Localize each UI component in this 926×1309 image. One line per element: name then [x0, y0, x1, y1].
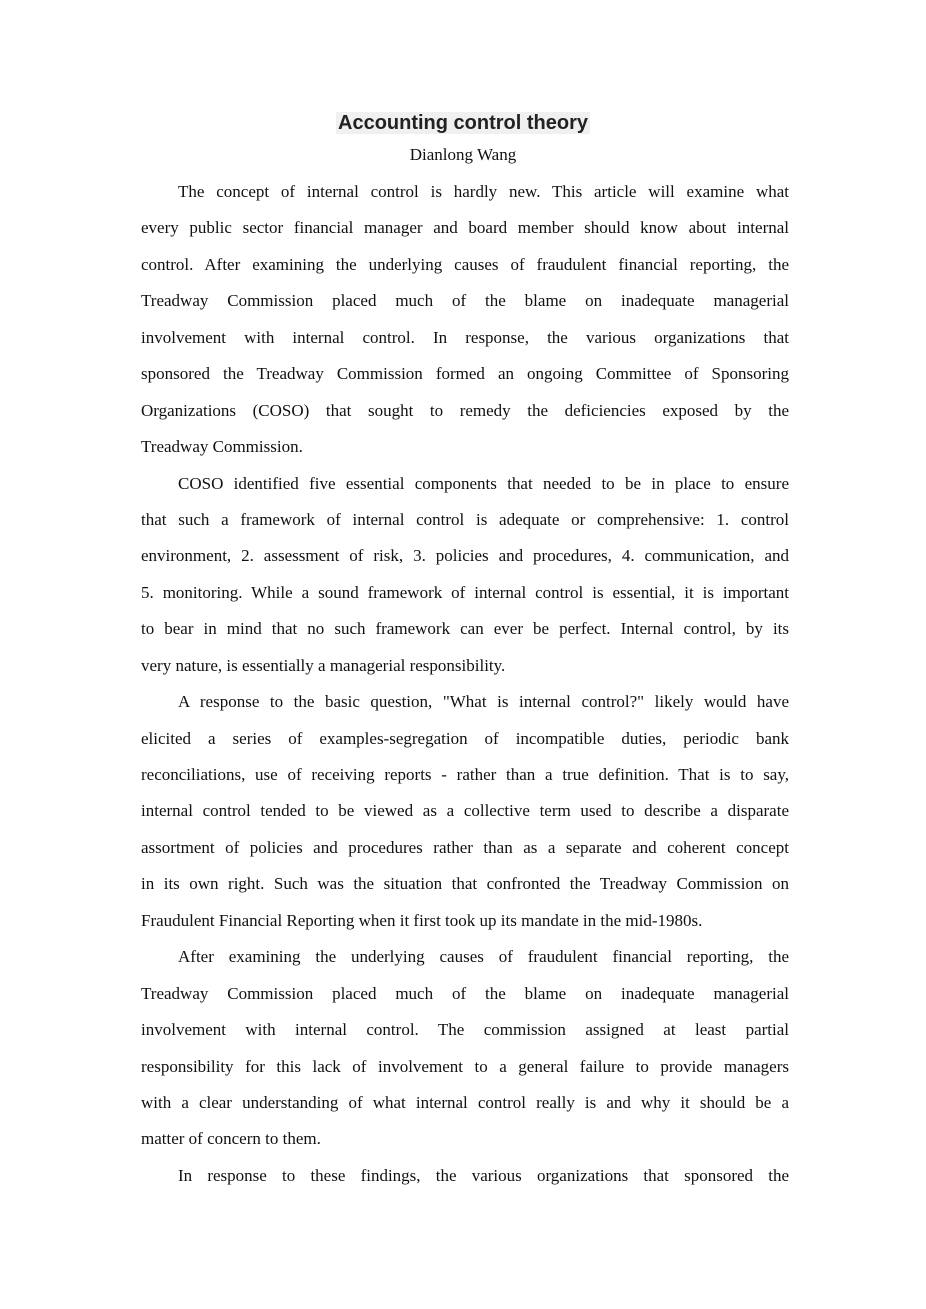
paragraph	[141, 179, 789, 471]
paragraph-line: A response to the basic question, "What is internal control?" likely would have	[178, 692, 789, 712]
paragraph-line: matter of concern to them.	[141, 1129, 321, 1149]
paragraph-line: to bear in mind that no such framework can ever be perfect. Internal control, by its	[141, 619, 789, 639]
paragraph-line: involvement with internal control. The commission assigned at least partial	[141, 1020, 789, 1040]
paragraph-line: The concept of internal control is hardly new. This article will examine what	[178, 182, 789, 201]
paragraph-line: involvement with internal control. In response, the various organizations that	[141, 327, 789, 347]
paragraph-line: Organizations (COSO) that sought to remedy the deficiencies exposed by the	[141, 400, 789, 420]
document-title	[0, 112, 926, 135]
paragraph-line: in its own right. Such was the situation that confronted the Treadway Commission on	[141, 874, 789, 894]
document-author: Dianlong Wang	[409, 145, 517, 164]
paragraph-line: with a clear understanding of what internal control really is and why it should be a	[141, 1092, 789, 1112]
paragraph-line: elicited a series of examples-segregation of incompatible duties, periodic bank	[141, 728, 789, 748]
paragraph-line: every public sector financial manager and board member should know about internal	[141, 218, 789, 238]
paragraph-line: Fraudulent Financial Reporting when it first took up its mandate in the mid-1980s.	[141, 910, 703, 930]
paragraph-line: internal control tended to be viewed as a collective term used to describe a disparate	[141, 801, 789, 821]
paragraph-line: 5. monitoring. While a sound framework of internal control is essential, it is important	[141, 582, 789, 602]
paragraph-line: responsibility for this lack of involvement to a general failure to provide managers	[141, 1056, 789, 1076]
paragraph-line: sponsored the Treadway Commission formed an ongoing Committee of Sponsoring	[141, 364, 789, 384]
paragraph-line: Treadway Commission.	[141, 437, 303, 457]
paragraph-line: that such a framework of internal control is adequate or comprehensive: 1. control	[141, 509, 789, 529]
paragraph	[141, 1163, 789, 1199]
paragraph-line: In response to these findings, the various organizations that sponsored the	[178, 1165, 789, 1185]
paragraph-line: very nature, is essentially a managerial responsibility.	[141, 655, 506, 675]
document-title-text: Accounting control theory	[338, 112, 588, 134]
paragraph-line: Treadway Commission placed much of the blame on inadequate managerial	[141, 291, 789, 311]
paragraph	[141, 944, 789, 1163]
paragraph-line: COSO identified five essential components that needed to be in place to ensure	[178, 473, 789, 493]
paragraph-line: control. After examining the underlying causes of fraudulent financial reporting, the	[141, 254, 789, 274]
paragraph-line: environment, 2. assessment of risk, 3. policies and procedures, 4. communication, and	[141, 546, 789, 566]
paragraph	[141, 471, 789, 690]
paragraph-line: After examining the underlying causes of fraudulent financial reporting, the	[178, 947, 789, 967]
paragraph	[141, 689, 789, 944]
document-body	[141, 179, 789, 1199]
paragraph-line: reconciliations, use of receiving reports - rather than a true definition. That is to say,	[141, 765, 789, 784]
paragraph-line: Treadway Commission placed much of the blame on inadequate managerial	[141, 983, 789, 1003]
paragraph-line: assortment of policies and procedures rather than as a separate and coherent concept	[141, 837, 789, 857]
